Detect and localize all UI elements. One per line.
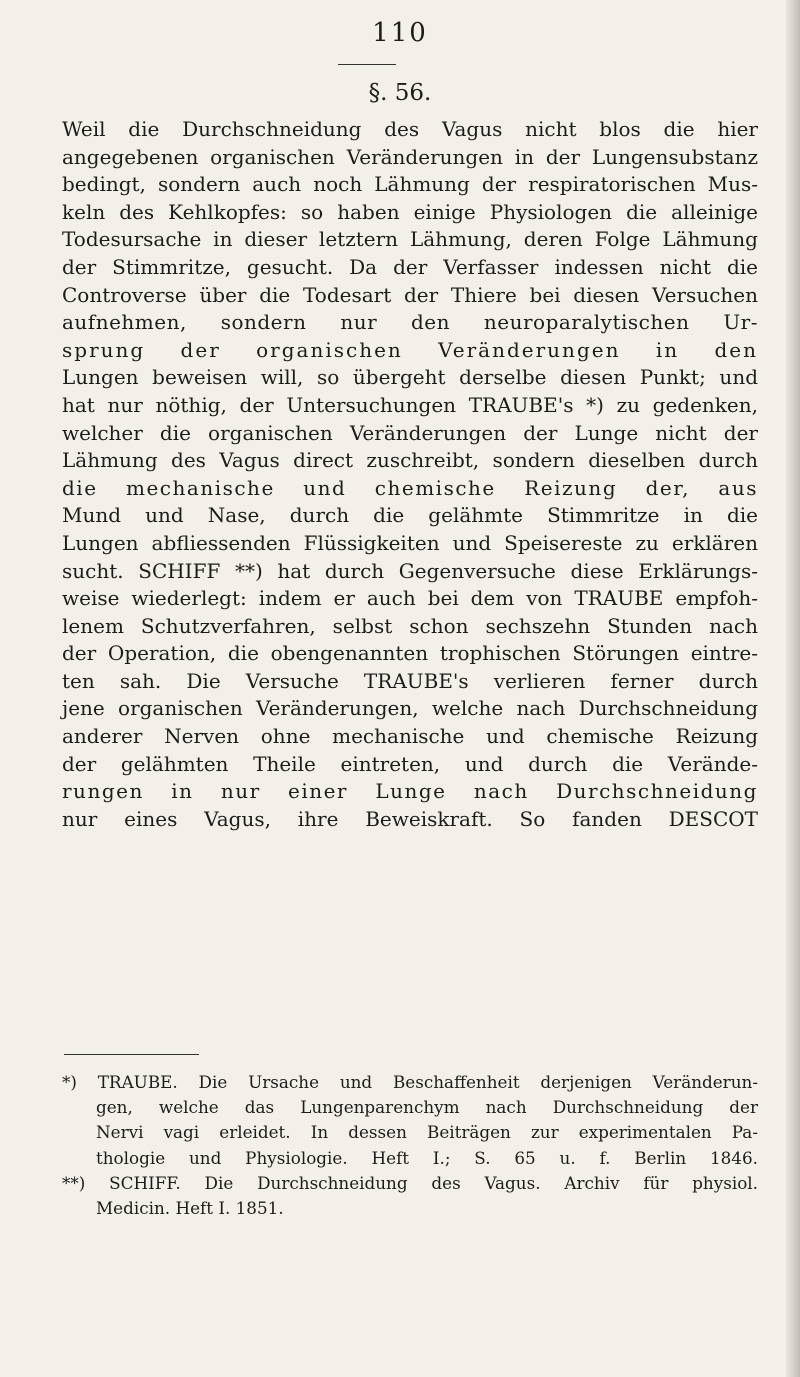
- body-line: der Stimmritze, gesucht. Da der Verfasser indessen nicht die: [62, 254, 758, 279]
- body-line: keln des Kehlkopfes: so haben einige Physiologen die alleinige: [62, 199, 758, 224]
- body-line: lenem Schutzverfahren, selbst schon sechszehn Stunden nach: [62, 613, 758, 638]
- body-line: bedingt, sondern auch noch Lähmung der respiratorischen Mus-: [62, 172, 758, 197]
- body-line: jene organischen Veränderungen, welche nach Durchschneidung: [62, 696, 758, 721]
- page-number: 110: [372, 18, 428, 48]
- body-line: ten sah. Die Versuche TRAUBE's verlieren ferner durch: [62, 668, 758, 693]
- body-line: anderer Nerven ohne mechanische und chemische Reizung: [62, 724, 758, 749]
- body-line: Lungen abfliessenden Flüssigkeiten und Speisereste zu erklären: [62, 530, 758, 555]
- body-line: die mechanische und chemische Reizung der, aus: [62, 475, 758, 500]
- body-line: Todesursache in dieser letztern Lähmung, deren Folge Lähmung: [62, 227, 758, 252]
- footnote-line: *) TRAUBE. Die Ursache und Beschaffenheit derjenigen Veränderun-: [62, 1072, 758, 1092]
- footnote-line: **) SCHIFF. Die Durchschneidung des Vagus. Archiv für physiol.: [62, 1172, 758, 1193]
- body-line: weise wiederlegt: indem er auch bei dem von TRAUBE empfoh-: [62, 586, 758, 611]
- footnote-rule: [64, 1054, 199, 1055]
- body-line: nur eines Vagus, ihre Beweiskraft. So fanden DESCOT: [62, 806, 758, 831]
- body-line: Lungen beweisen will, so übergeht derselbe diesen Punkt; und: [62, 365, 758, 390]
- footnotes: [62, 1070, 758, 1221]
- footnote-line: Nervi vagi erleidet. In dessen Beiträgen zur experimentalen Pa-: [96, 1122, 758, 1143]
- body-text: [62, 116, 758, 833]
- body-line: Lähmung des Vagus direct zuschreibt, sondern dieselben durch: [62, 448, 758, 473]
- section-heading: §. 56.: [368, 80, 432, 106]
- body-line: rungen in nur einer Lunge nach Durchschneidung: [62, 779, 758, 804]
- footnote-line: Medicin. Heft I. 1851.: [96, 1198, 284, 1219]
- body-line: hat nur nöthig, der Untersuchungen TRAUBE's *) zu gedenken,: [62, 392, 758, 417]
- footnote-line: thologie und Physiologie. Heft I.; S. 65 u. f. Berlin 1846.: [96, 1147, 758, 1168]
- body-line: sprung der organischen Veränderungen in den: [62, 337, 758, 362]
- body-line: aufnehmen, sondern nur den neuroparalytischen Ur-: [62, 310, 758, 335]
- body-line: der gelähmten Theile eintreten, und durch die Verände-: [62, 751, 758, 776]
- body-line: angegebenen organischen Veränderungen in der Lungensubstanz: [62, 144, 758, 169]
- body-line: welcher die organischen Veränderungen der Lunge nicht der: [62, 420, 758, 445]
- body-line: der Operation, die obengenannten trophischen Störungen eintre-: [62, 641, 758, 666]
- body-line: Mund und Nase, durch die gelähmte Stimmritze in die: [62, 503, 758, 528]
- footnote-line: gen, welche das Lungenparenchym nach Durchschneidung der: [96, 1097, 758, 1118]
- body-line: Weil die Durchschneidung des Vagus nicht blos die hier: [62, 117, 758, 141]
- body-line: sucht. SCHIFF **) hat durch Gegenversuche diese Erklärungs-: [62, 558, 758, 583]
- page-edge-shadow: [786, 0, 800, 1377]
- header-rule: [338, 64, 396, 65]
- body-line: Controverse über die Todesart der Thiere bei diesen Versuchen: [62, 282, 758, 307]
